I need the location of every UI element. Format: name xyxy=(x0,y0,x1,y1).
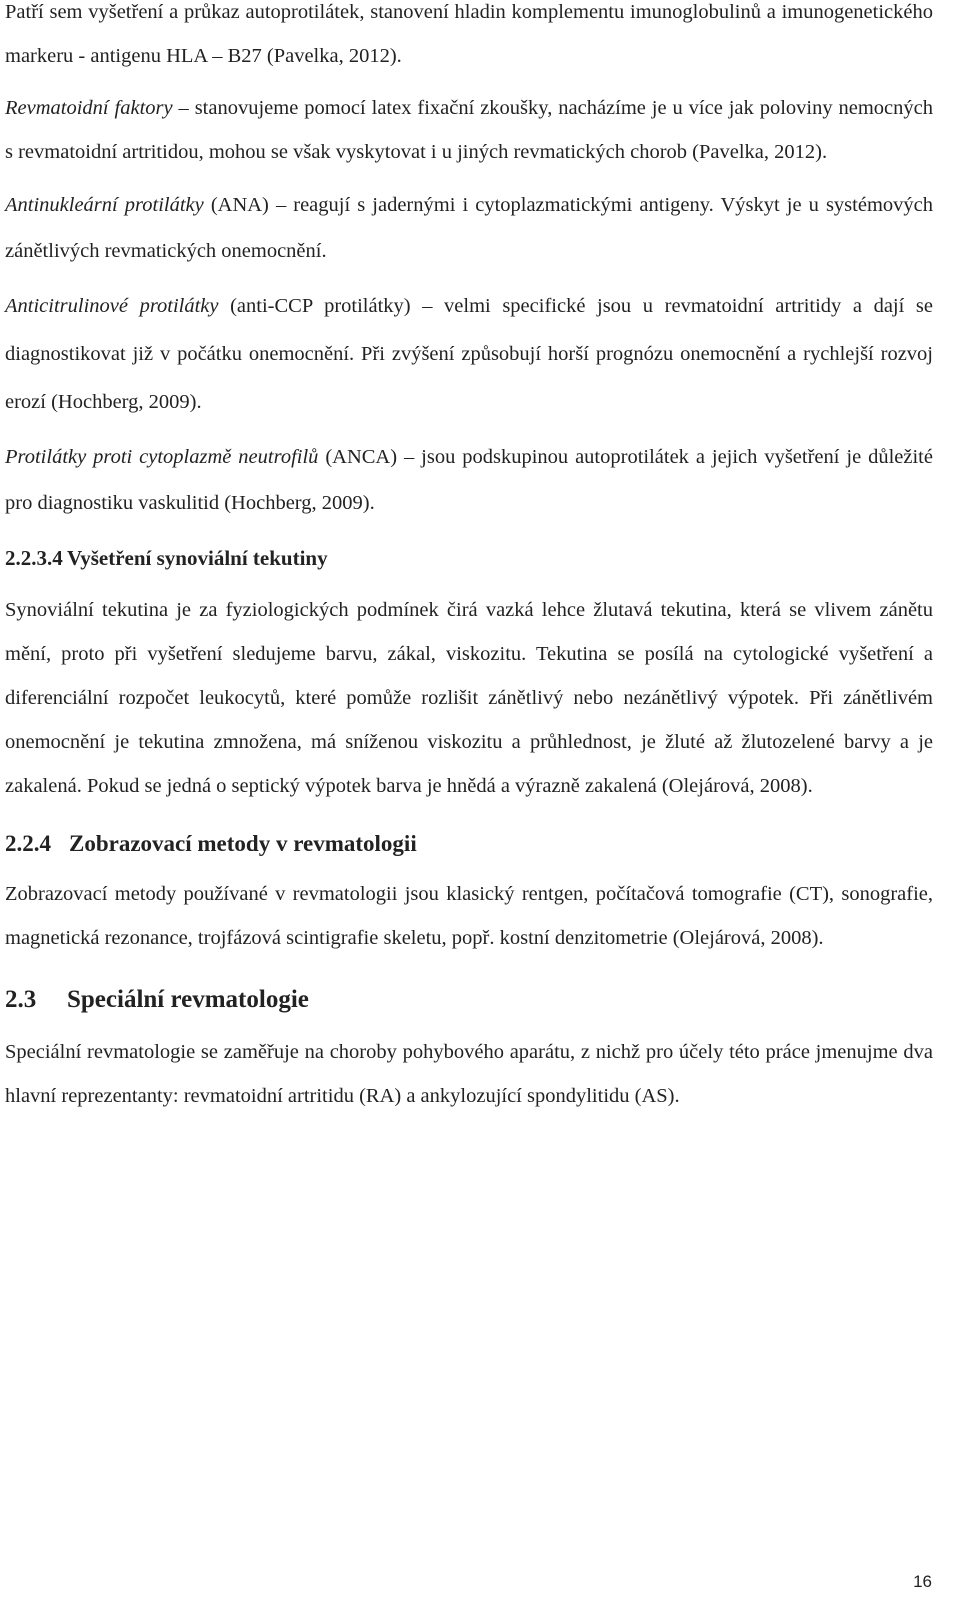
paragraph-synovial-fluid xyxy=(5,588,933,808)
heading-number: 2.2.3.4 xyxy=(5,546,63,570)
heading-special-rheumatology xyxy=(5,974,933,1026)
heading-title: Vyšetření synoviální tekutiny xyxy=(67,546,328,570)
heading-imaging-methods xyxy=(5,820,933,868)
heading-title: Speciální revmatologie xyxy=(67,986,309,1013)
paragraph-text: Patří sem vyšetření a průkaz autoprotilátek, stanovení hladin komplementu imunoglobulinů a imunogenetického markeru - antigenu HLA – B27 (Pavelka, 2012). xyxy=(5,1,933,67)
heading-number: 2.3 xyxy=(5,986,37,1013)
paragraph-text: (ANA) – reagují s jadernými i cytoplazmatickými antigeny. Výskyt je u systémových zánětlivých revmatických onemocnění. xyxy=(5,194,933,262)
paragraph-anca xyxy=(5,434,933,526)
heading-synovial-fluid xyxy=(5,536,933,580)
heading-title: Zobrazovací metody v revmatologii xyxy=(69,831,417,856)
term-ana: Antinukleární protilátky xyxy=(5,194,204,216)
document-page xyxy=(5,0,933,1118)
paragraph-text: Synoviální tekutina je za fyziologických podmínek čirá vazká lehce žlutavá tekutina, která se vlivem zánětu mění, proto při vyšetření sledujeme barvu, zákal, viskozitu. Tekutina se posílá na cytologické vyšetření a diferenciální rozpočet leukocytů, které pomůže rozlišit zánětlivý nebo nezánětlivý výpotek. Při zánětlivém onemocnění je tekutina zmnožena, má sníženou viskozitu a průhlednost, je žluté až žlutozelené barvy a je zakalená. Pokud se jedná o septický výpotek barva je hnědá a výrazně zakalená (Olejárová, 2008). xyxy=(5,599,933,797)
page-number: 16 xyxy=(913,1572,932,1591)
paragraph-text: – stanovujeme pomocí latex fixační zkoušky, nacházíme je u více jak poloviny nemocných s revmatoidní artritidou, mohou se však vyskytovat i u jiných revmatických chorob (Pavelka, 2012). xyxy=(5,97,933,163)
paragraph-text: (anti-CCP protilátky) – velmi specifické jsou u revmatoidní artritidy a dají se diagnostikovat již v počátku onemocnění. Při zvýšení způsobují horší prognózu onemocnění a rychlejší rozvoj erozí (Hochberg, 2009). xyxy=(5,295,933,413)
heading-number: 2.2.4 xyxy=(5,831,51,856)
paragraph-autoantibodies-intro xyxy=(5,0,933,78)
paragraph-text: (ANCA) – jsou podskupinou autoprotilátek a jejich vyšetření je důležité pro diagnostiku vaskulitid (Hochberg, 2009). xyxy=(5,446,933,514)
term-anca: Protilátky proti cytoplazmě neutrofilů xyxy=(5,446,319,468)
paragraph-imaging-methods xyxy=(5,872,933,960)
paragraph-text: Speciální revmatologie se zaměřuje na choroby pohybového aparátu, z nichž pro účely této práce jmenujme dva hlavní reprezentanty: revmatoidní artritidu (RA) a ankylozující spondylitidu (AS). xyxy=(5,1041,933,1107)
paragraph-anti-ccp xyxy=(5,282,933,426)
paragraph-special-rheumatology xyxy=(5,1030,933,1118)
term-rheumatoid-factors: Revmatoidní faktory xyxy=(5,97,173,119)
paragraph-rheumatoid-factors xyxy=(5,86,933,174)
paragraph-text: Zobrazovací metody používané v revmatologii jsou klasický rentgen, počítačová tomografie (CT), sonografie, magnetická rezonance, trojfázová scintigrafie skeletu, popř. kostní denzitometrie (Olejárová, 2008). xyxy=(5,883,933,949)
term-anti-ccp: Anticitrulinové protilátky xyxy=(5,295,219,317)
paragraph-ana xyxy=(5,182,933,274)
